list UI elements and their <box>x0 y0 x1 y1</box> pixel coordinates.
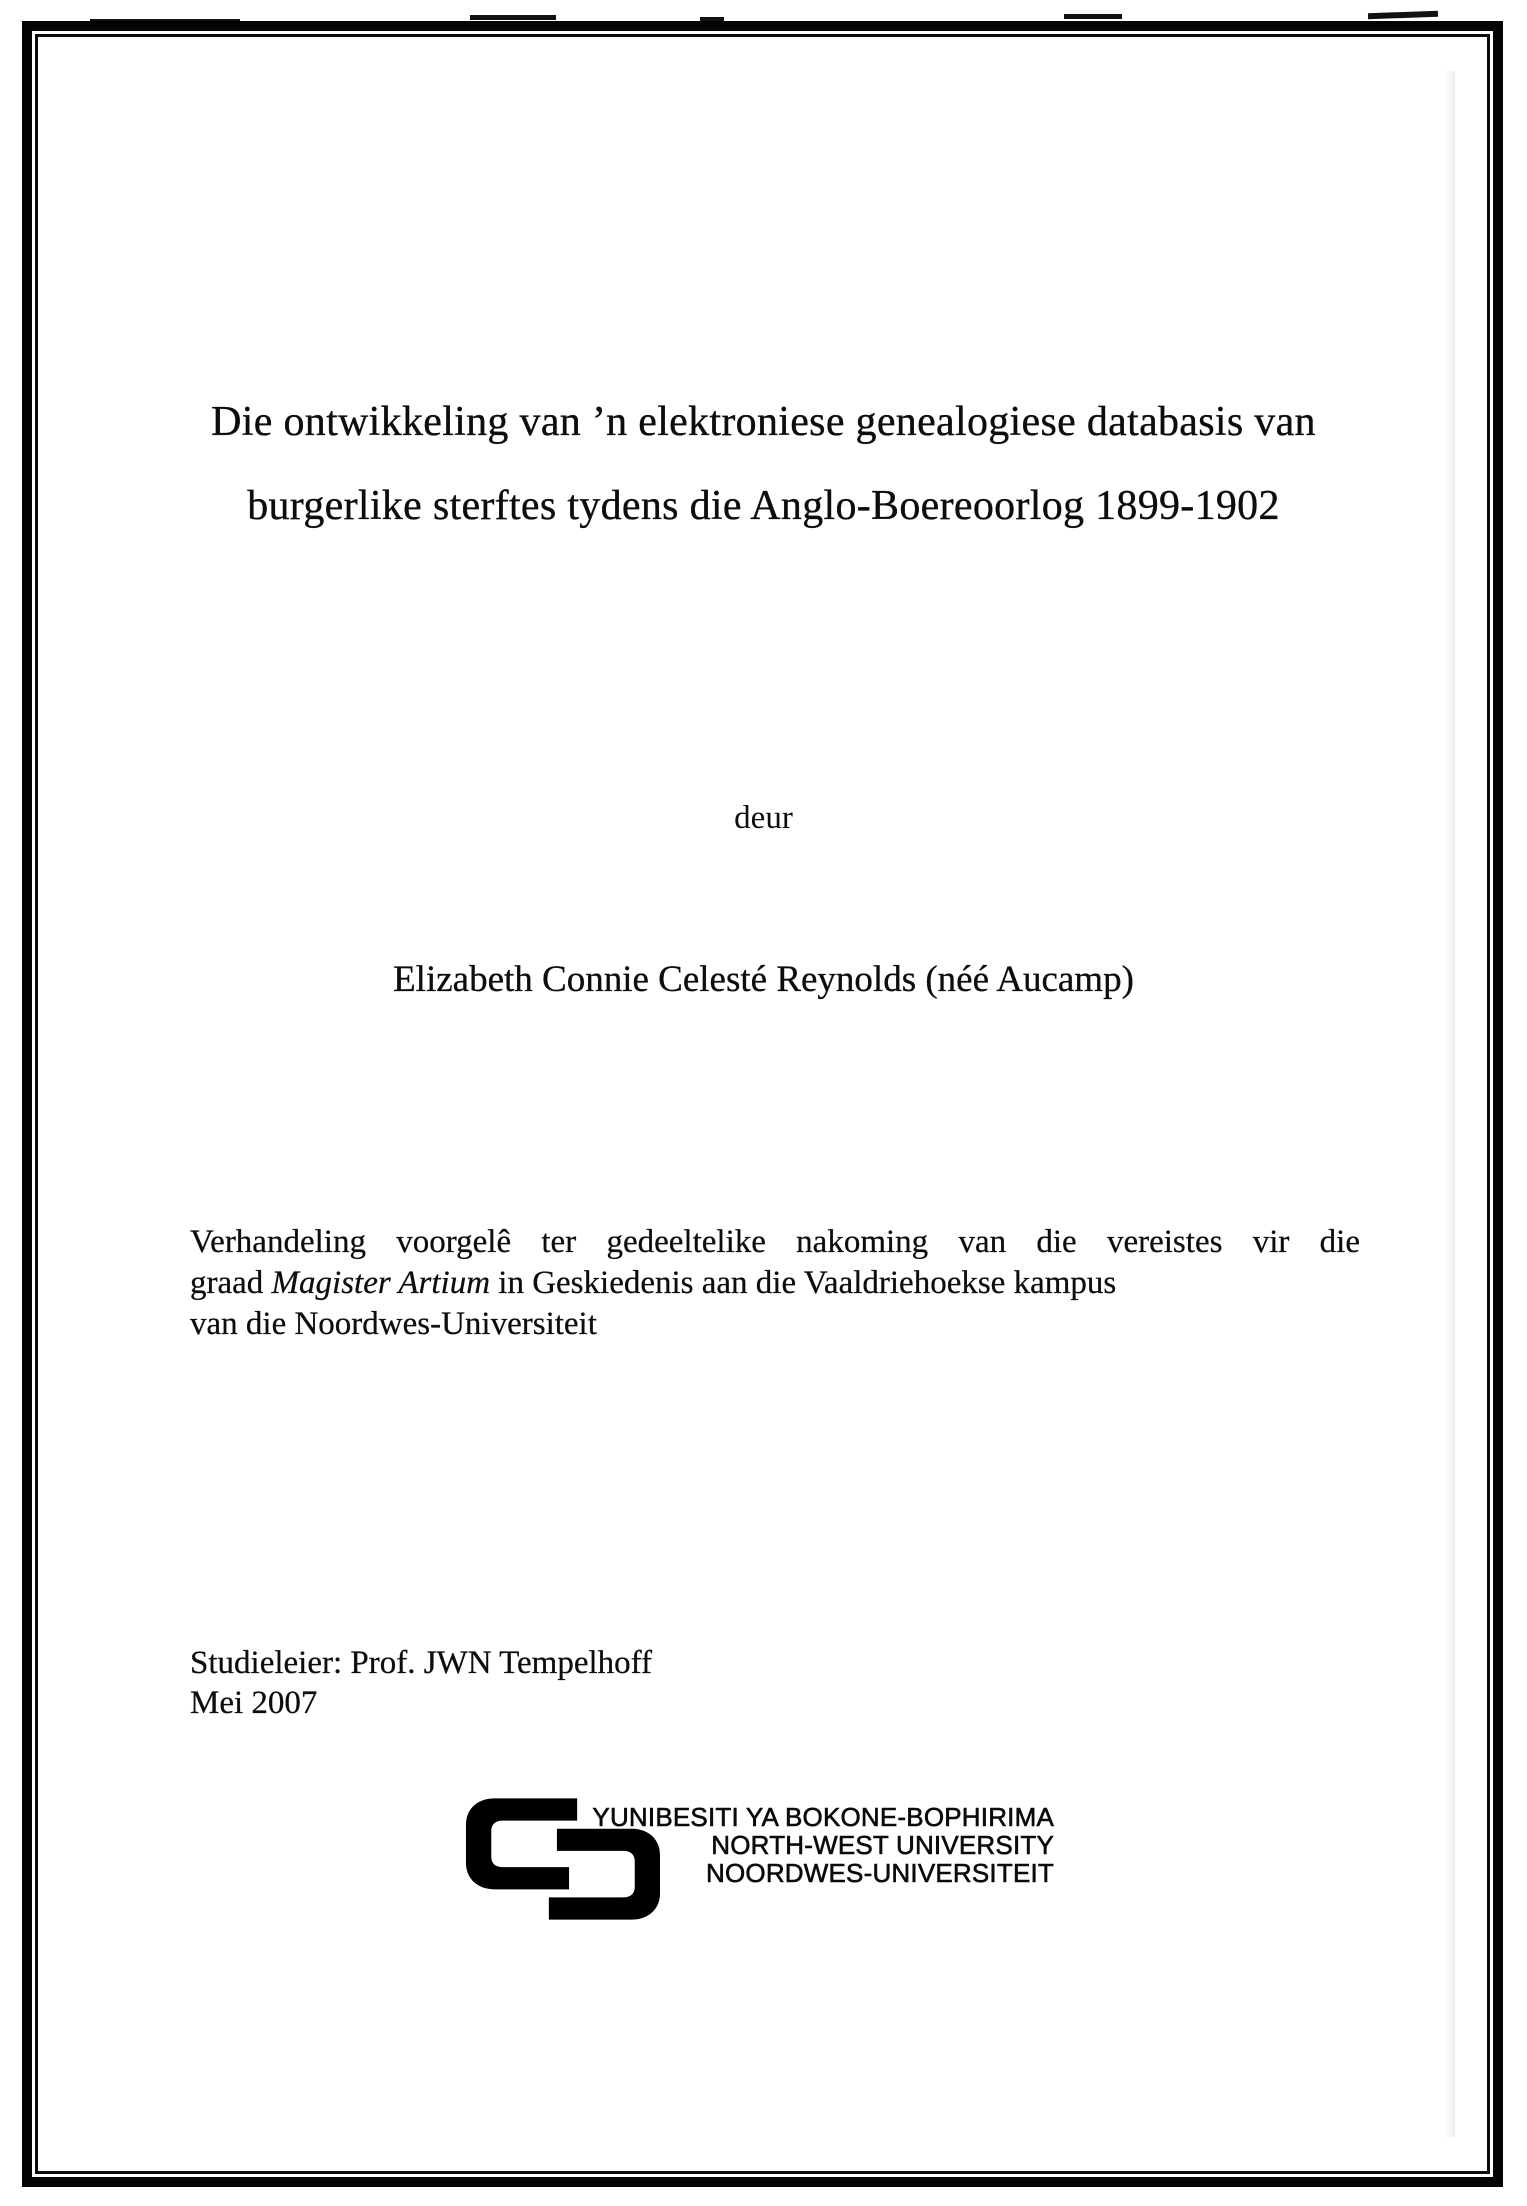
thesis-statement-line2 <box>190 1263 1360 1304</box>
degree-suffix: in Geskiedenis aan die Vaaldriehoekse kampus <box>490 1265 1117 1301</box>
degree-prefix: graad <box>190 1265 272 1301</box>
thesis-statement <box>190 1222 1360 1345</box>
thesis-title-line2: burgerlike sterftes tydens die Anglo-Boereoorlog 1899-1902 <box>247 483 1280 529</box>
degree-name: Magister Artium <box>271 1265 491 1301</box>
scan-artifact <box>1064 14 1122 19</box>
scan-artifact <box>1368 11 1438 19</box>
university-wordmark <box>580 1803 1054 1887</box>
university-name-setswana: YUNIBESITI YA BOKONE-BOPHIRIMA <box>592 1802 1054 1832</box>
thesis-title-line1: Die ontwikkeling van ’n elektroniese genealogiese databasis van <box>211 399 1316 445</box>
university-name-afrikaans: NOORDWES-UNIVERSITEIT <box>706 1858 1054 1888</box>
thesis-statement-line3: van die Noordwes-Universiteit <box>190 1306 597 1342</box>
scan-artifact <box>470 15 556 20</box>
university-name-english: NORTH-WEST UNIVERSITY <box>711 1830 1054 1860</box>
byline-label: deur <box>734 800 793 836</box>
supervisor-block <box>190 1643 652 1723</box>
author-name: Elizabeth Connie Celesté Reynolds (néé Aucamp) <box>393 959 1134 1000</box>
date-line: Mei 2007 <box>190 1685 318 1721</box>
supervisor-line: Studieleier: Prof. JWN Tempelhoff <box>190 1645 653 1681</box>
thesis-statement-line1: Verhandeling voorgelê ter gedeeltelike nakoming van die vereistes vir die <box>190 1224 1360 1260</box>
thesis-title <box>70 380 1457 548</box>
